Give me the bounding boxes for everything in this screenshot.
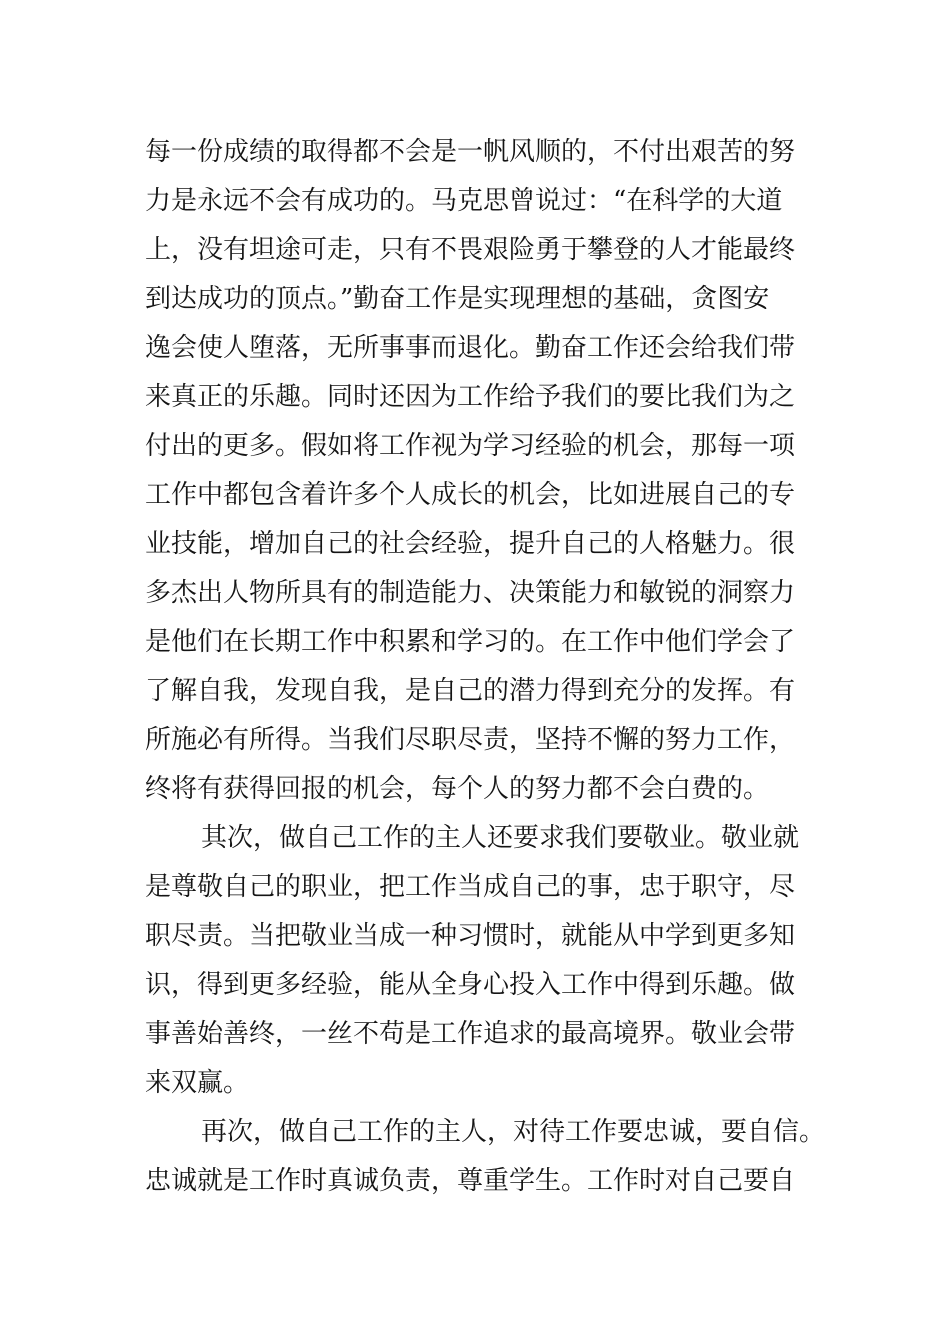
paragraph [145, 1108, 825, 1206]
text-line: 业技能，增加自己的社会经验，提升自己的人格魅力。很 [145, 529, 796, 559]
text-line: 工作中都包含着许多个人成长的机会，比如进展自己的专 [145, 480, 796, 510]
text-line: 职尽责。当把敬业当成一种习惯时，就能从中学到更多知 [145, 921, 796, 951]
text-line: 力是永远不会有成功的。马克思曾说过：“在科学的大道 [145, 186, 783, 216]
text-line: 是他们在长期工作中积累和学习的。在工作中他们学会了 [145, 627, 796, 657]
text-line: 是尊敬自己的职业，把工作当成自己的事，忠于职守，尽 [145, 872, 796, 902]
text-line: 所施必有所得。当我们尽职尽责，坚持不懈的努力工作， [145, 725, 796, 755]
text-line: 每一份成绩的取得都不会是一帆风顺的，不付出艰苦的努 [145, 137, 796, 167]
text-line: 来真正的乐趣。同时还因为工作给予我们的要比我们为之 [145, 382, 796, 412]
text-line: 再次，做自己工作的主人，对待工作要忠诚，要自信。 [201, 1117, 826, 1147]
document-body [145, 128, 825, 1206]
text-line: 识，得到更多经验，能从全身心投入工作中得到乐趣。做 [145, 970, 796, 1000]
text-line: 到达成功的顶点。”勤奋工作是实现理想的基础，贪图安 [145, 284, 770, 314]
text-line: 终将有获得回报的机会，每个人的努力都不会白费的。 [145, 774, 770, 804]
text-line: 其次，做自己工作的主人还要求我们要敬业。敬业就 [201, 823, 800, 853]
text-line: 事善始善终，一丝不苟是工作追求的最高境界。敬业会带 [145, 1019, 796, 1049]
paragraph [145, 128, 825, 814]
text-line: 上，没有坦途可走，只有不畏艰险勇于攀登的人才能最终 [145, 235, 796, 265]
text-line: 了解自我，发现自我，是自己的潜力得到充分的发挥。有 [145, 676, 796, 706]
text-line: 多杰出人物所具有的制造能力、决策能力和敏锐的洞察力 [145, 578, 796, 608]
text-line: 逸会使人堕落，无所事事而退化。勤奋工作还会给我们带 [145, 333, 796, 363]
paragraph [145, 814, 825, 1108]
text-line: 忠诚就是工作时真诚负责，尊重学生。工作时对自己要自 [145, 1166, 796, 1196]
text-line: 付出的更多。假如将工作视为学习经验的机会，那每一项 [145, 431, 796, 461]
text-line: 来双赢。 [145, 1068, 250, 1098]
